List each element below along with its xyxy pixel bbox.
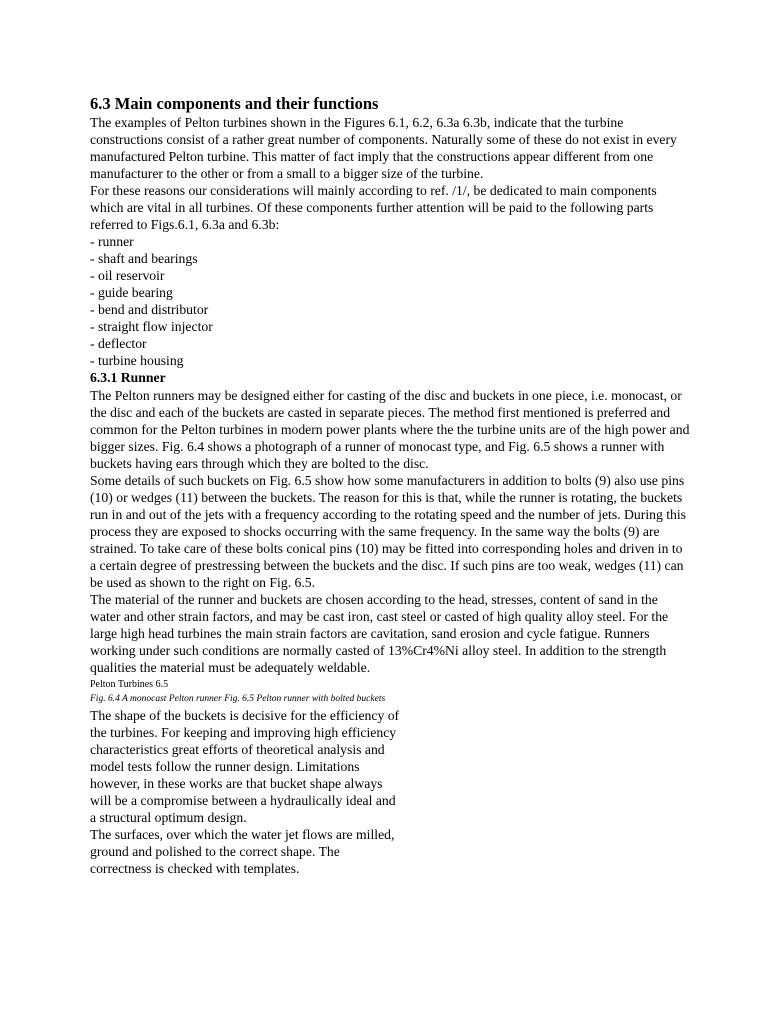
list-item: - bend and distributor <box>90 302 209 317</box>
runner-paragraph-2: Some details of such buckets on Fig. 6.5 show how some manufacturers in addition to bolts (9) also use pins (10) or wedges (11) between the buckets. The reason for this is that, while the runner is rotating, the buckets run in and out of the jets with a frequency according to the rotating speed and the number of jets. During this process they are exposed to shocks occurring with the same frequency. In the same way the bolts (9) are strained. To take care of these bolts conical pins (10) may be fitted into corresponding holes and driven in to a certain degree of prestressing between the buckets and the disc. If such pins are too weak, wedges (11) can be used as shown to the right on Fig. 6.5. <box>90 473 687 590</box>
figure-caption: Fig. 6.4 A monocast Pelton runner Fig. 6.5 Pelton runner with bolted buckets <box>90 694 386 704</box>
document-page <box>90 94 690 877</box>
list-item: - oil reservoir <box>90 268 165 283</box>
list-item: - turbine housing <box>90 353 184 368</box>
list-item: - straight flow injector <box>90 319 213 334</box>
intro-paragraph-2: For these reasons our considerations will mainly according to ref. /1/, be dedicated to main components which are vital in all turbines. Of these components further attention will be paid to the following parts referred to Figs.6.1, 6.3a and 6.3b: <box>90 183 657 232</box>
intro-paragraph-1: The examples of Pelton turbines shown in the Figures 6.1, 6.2, 6.3a 6.3b, indicate that the turbine constructions consist of a rather great number of components. Naturally some of these do not exist in every manufactured Pelton turbine. This matter of fact imply that the constructions appear different from one manufacturer to the other or from a small to a bigger size of the turbine. <box>90 115 677 181</box>
runner-paragraph-3: The material of the runner and buckets are chosen according to the head, stresses, content of sand in the water and other strain factors, and may be cast iron, cast steel or casted of high quality alloy steel. For the large high head turbines the main strain factors are cavitation, sand erosion and cycle fatigue. Runners working under such conditions are normally casted of 13%Cr4%Ni alloy steel. In addition to the strength qualities the material must be adequately weldable. <box>90 592 669 675</box>
runner-paragraph-1: The Pelton runners may be designed either for casting of the disc and buckets in one piece, i.e. monocast, or the disc and each of the buckets are casted in separate pieces. The method first mentioned is preferred and common for the Pelton turbines in modern power plants where the the turbine units are of the high power and bigger sizes. Fig. 6.4 shows a photograph of a runner of monocast type, and Fig. 6.5 shows a runner with buckets having ears through which they are bolted to the disc. <box>90 388 690 471</box>
closing-paragraph-2: The surfaces, over which the water jet flows are milled, ground and polished to the correct shape. The correctness is checked with templates. <box>90 827 395 876</box>
subsection-heading: 6.3.1 Runner <box>90 370 166 385</box>
list-item: - deflector <box>90 336 147 351</box>
section-heading: 6.3 Main components and their functions <box>90 94 379 113</box>
closing-paragraph-1: The shape of the buckets is decisive for the efficiency of the turbines. For keeping and improving high efficiency characteristics great efforts of theoretical analysis and model tests follow the runner design. Limitations however, in these works are that bucket shape always will be a compromise between a hydraulically ideal and a structural optimum design. <box>90 708 400 825</box>
list-item: - guide bearing <box>90 285 173 300</box>
list-item: - runner <box>90 234 134 249</box>
list-item: - shaft and bearings <box>90 251 198 266</box>
component-list <box>90 233 690 369</box>
page-footer: Pelton Turbines 6.5 <box>90 679 169 690</box>
